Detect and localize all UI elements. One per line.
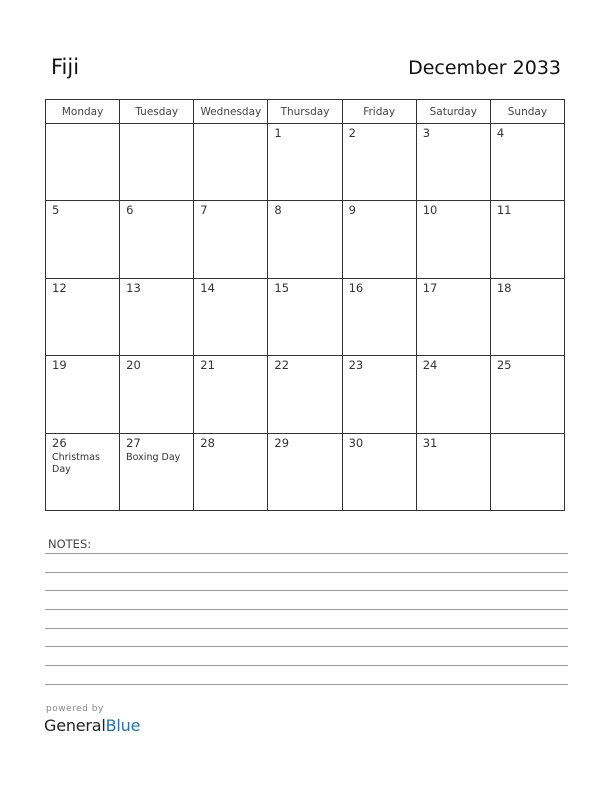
day-number: 23 xyxy=(348,358,364,373)
day-number: 31 xyxy=(422,435,438,450)
day-number: 30 xyxy=(348,435,364,450)
day-cell xyxy=(342,124,416,201)
week-row xyxy=(46,356,565,433)
day-number: 3 xyxy=(422,126,431,140)
country-title: Fiji xyxy=(51,55,80,79)
day-cell xyxy=(342,201,416,278)
week-row xyxy=(46,278,565,355)
day-cell xyxy=(490,278,564,355)
brand-blue: Blue xyxy=(105,716,141,735)
day-number: 26 xyxy=(52,435,67,450)
day-number: 4 xyxy=(496,126,505,140)
day-number: 12 xyxy=(52,280,67,295)
day-number: 29 xyxy=(274,435,290,450)
day-cell xyxy=(120,278,194,355)
day-cell xyxy=(46,201,120,278)
day-number: 2 xyxy=(348,126,356,140)
day-cell xyxy=(194,201,268,278)
day-number: 27 xyxy=(126,435,141,450)
day-cell xyxy=(120,356,194,433)
day-cell xyxy=(268,201,342,278)
day-number: 15 xyxy=(274,280,290,295)
day-number: 11 xyxy=(496,203,512,218)
day-number: 8 xyxy=(274,203,282,218)
day-cell xyxy=(194,124,268,201)
weekday-saturday: Saturday xyxy=(416,100,490,124)
day-cell xyxy=(120,124,194,201)
day-cell xyxy=(268,278,342,355)
day-cell xyxy=(342,278,416,355)
brand-general: General xyxy=(44,716,106,735)
day-cell xyxy=(490,124,564,201)
day-number: 25 xyxy=(496,358,512,373)
note-line xyxy=(45,628,568,629)
day-number: 16 xyxy=(348,280,364,295)
day-number xyxy=(120,124,193,126)
day-cell xyxy=(268,124,342,201)
notes-label: NOTES: xyxy=(48,537,92,551)
day-number: 10 xyxy=(422,203,438,218)
day-cell xyxy=(46,278,120,355)
day-cell xyxy=(46,356,120,433)
day-cell xyxy=(194,278,268,355)
note-line xyxy=(45,553,568,554)
day-number: 20 xyxy=(126,358,141,373)
weekday-wednesday: Wednesday xyxy=(194,100,268,124)
day-number: 28 xyxy=(200,435,215,450)
weekday-monday: Monday xyxy=(46,100,120,124)
holiday-label: Christmas Day xyxy=(52,451,100,475)
generalblue-logo xyxy=(44,716,140,735)
day-cell xyxy=(490,201,564,278)
day-cell xyxy=(342,356,416,433)
day-cell xyxy=(416,124,490,201)
note-line xyxy=(45,684,568,685)
day-number: 9 xyxy=(348,203,356,218)
day-number: 1 xyxy=(274,126,282,140)
day-cell xyxy=(416,433,490,510)
day-cell xyxy=(268,356,342,433)
day-number: 6 xyxy=(126,203,134,218)
weekday-sunday: Sunday xyxy=(490,100,564,124)
week-row xyxy=(46,201,565,278)
week-row xyxy=(46,124,565,201)
day-cell xyxy=(194,433,268,510)
day-number: 5 xyxy=(52,203,60,218)
day-number: 21 xyxy=(200,358,215,373)
powered-by-text: powered by xyxy=(46,704,104,714)
day-cell xyxy=(416,201,490,278)
note-line xyxy=(45,665,568,666)
day-number: 14 xyxy=(200,280,215,295)
day-cell xyxy=(120,201,194,278)
day-cell xyxy=(342,433,416,510)
calendar-grid xyxy=(45,99,565,511)
day-number: 13 xyxy=(126,280,141,295)
day-cell xyxy=(490,356,564,433)
note-line xyxy=(45,572,568,573)
weekday-header-row xyxy=(46,100,565,124)
day-number: 22 xyxy=(274,358,290,373)
day-cell xyxy=(416,278,490,355)
day-cell xyxy=(490,433,564,510)
day-cell xyxy=(268,433,342,510)
day-number: 7 xyxy=(200,203,208,218)
day-number xyxy=(194,124,267,126)
weekday-friday: Friday xyxy=(342,100,416,124)
day-number: 18 xyxy=(496,280,512,295)
day-number: 19 xyxy=(52,358,67,373)
day-cell xyxy=(120,433,194,510)
holiday-label: Boxing Day xyxy=(126,451,181,463)
day-cell xyxy=(46,124,120,201)
note-line xyxy=(45,646,568,647)
weekday-thursday: Thursday xyxy=(268,100,342,124)
note-line xyxy=(45,590,568,591)
note-line xyxy=(45,609,568,610)
day-number xyxy=(491,434,564,436)
day-cell xyxy=(194,356,268,433)
weekday-tuesday: Tuesday xyxy=(120,100,194,124)
day-number xyxy=(46,124,119,126)
week-row xyxy=(46,433,565,510)
month-title: December 2033 xyxy=(408,57,561,79)
day-number: 17 xyxy=(422,280,438,295)
day-cell xyxy=(46,433,120,510)
day-number: 24 xyxy=(422,358,438,373)
day-cell xyxy=(416,356,490,433)
